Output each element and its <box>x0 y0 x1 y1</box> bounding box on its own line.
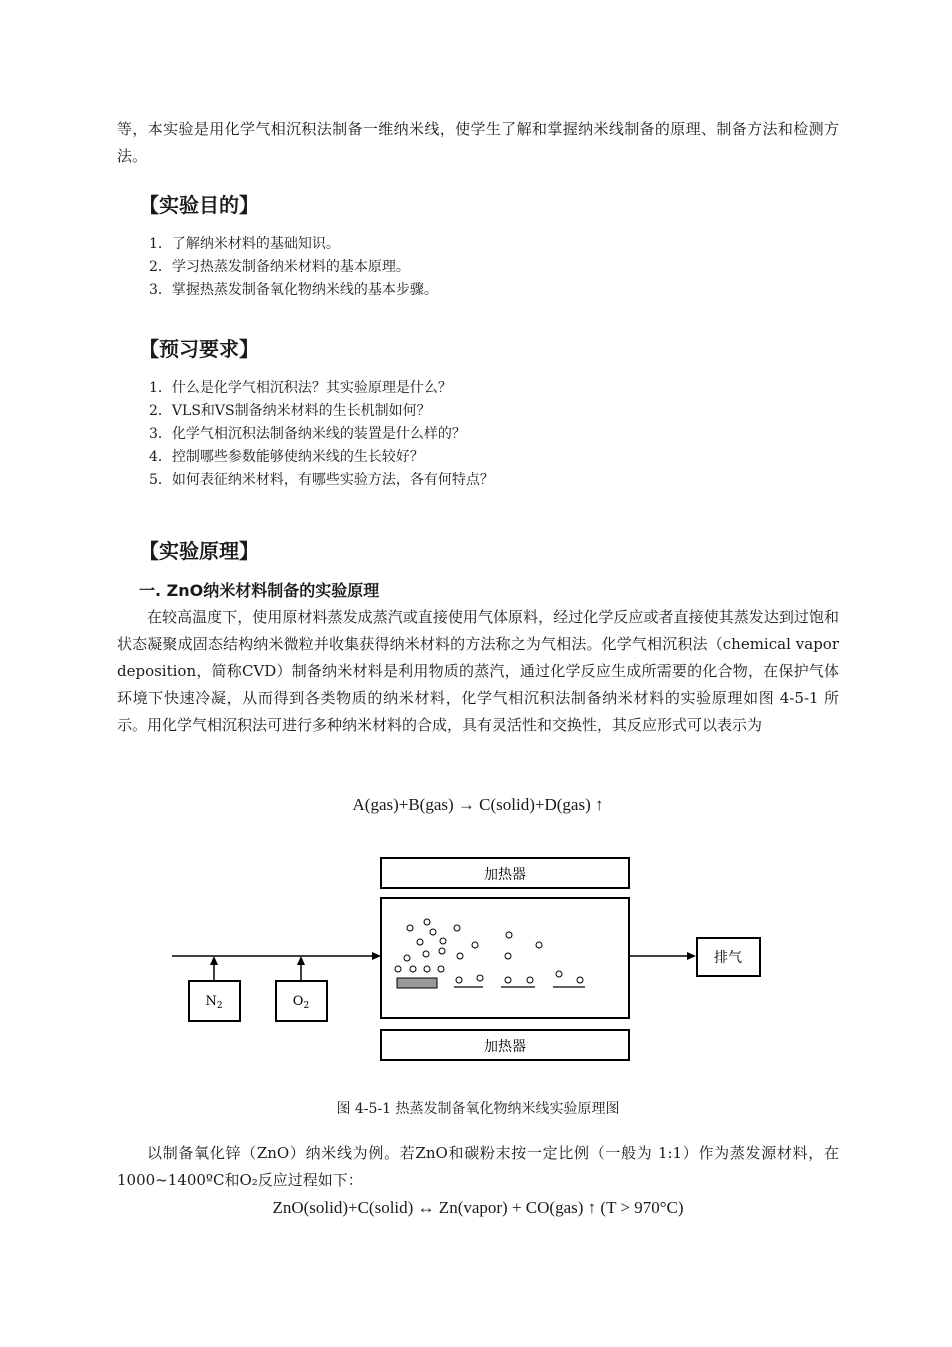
source-boat <box>397 978 437 988</box>
principle-subheading: 一. ZnO纳米材料制备的实验原理 <box>139 581 380 600</box>
figure-caption: 图 4-5-1 热蒸发制备氧化物纳米线实验原理图 <box>336 1101 620 1117</box>
principle-paragraph: 在较高温度下，使用原材料蒸发成蒸汽或直接使用气体原料，经过化学反应或者直接使其蒸发达到过饱和状态凝聚成固态结构纳米微粒并收集获得纳米材料的方法称之为气相法。化学气相沉积法（chemical vapor deposition，简称CVD）制备纳米材料是利用物质的蒸汽，通过化学反应生成所需要的化合物，在保护气体环境下快速冷凝，从而得到各类物质的纳米材料，化学气相沉积法制备纳米材料的实验原理如图 4-5-1 所示。用化学气相沉积法可进行多种纳米材料的合成，具有灵活性和交换性，其反应形式可以表示为 <box>117 608 839 734</box>
n2-arrow-icon <box>210 956 218 965</box>
list-item: 5．如何表征纳米材料，有哪些实验方法，各有何特点？ <box>149 472 494 488</box>
outlet-arrow-icon <box>687 952 696 960</box>
list-item: 2．VLS和VS制备纳米材料的生长机制如何？ <box>149 403 431 419</box>
list-item: 3．掌握热蒸发制备氧化物纳米线的基本步骤。 <box>149 282 438 298</box>
exhaust-label: 排气 <box>714 950 742 966</box>
list-item: 2．学习热蒸发制备纳米材料的基本原理。 <box>149 259 410 275</box>
example-paragraph: 以制备氧化锌（ZnO）纳米线为例。若ZnO和碳粉末按一定比例（一般为 1:1）作为蒸发源材料，在 1000~1400ºC和O₂反应过程如下： <box>117 1144 839 1189</box>
intro-paragraph: 等，本实验是用化学气相沉积法制备一维纳米线，使学生了解和掌握纳米线制备的原理、制备方法和检测方法。 <box>117 120 839 165</box>
purpose-list <box>149 233 438 302</box>
furnace-chamber <box>381 898 629 1018</box>
preview-list <box>149 377 494 492</box>
reaction-equation: A(gas)+B(gas) → C(solid)+D(gas) ↑ <box>352 795 604 814</box>
inlet-arrow-icon <box>372 952 381 960</box>
o2-arrow-icon <box>297 956 305 965</box>
list-item: 3．化学气相沉积法制备纳米线的装置是什么样的？ <box>149 426 466 442</box>
n2-label: $N_2$ <box>205 994 223 1011</box>
o2-label: $O_2$ <box>292 994 310 1011</box>
heater-bottom-label: 加热器 <box>484 1039 526 1055</box>
preview-heading: 【预习要求】 <box>139 337 259 361</box>
list-item: 1．了解纳米材料的基础知识。 <box>149 236 340 252</box>
list-item: 4．控制哪些参数能够使纳米线的生长较好？ <box>149 449 424 465</box>
zno-reaction-equation: ZnO(solid)+C(solid) ↔ Zn(vapor) + CO(gas) ↑ (T > 970°C) <box>272 1198 684 1217</box>
principle-heading: 【实验原理】 <box>139 539 259 563</box>
apparatus-diagram <box>117 848 839 1068</box>
heater-top-label: 加热器 <box>484 867 526 883</box>
purpose-heading: 【实验目的】 <box>139 193 259 217</box>
list-item: 1．什么是化学气相沉积法？其实验原理是什么？ <box>149 380 452 396</box>
